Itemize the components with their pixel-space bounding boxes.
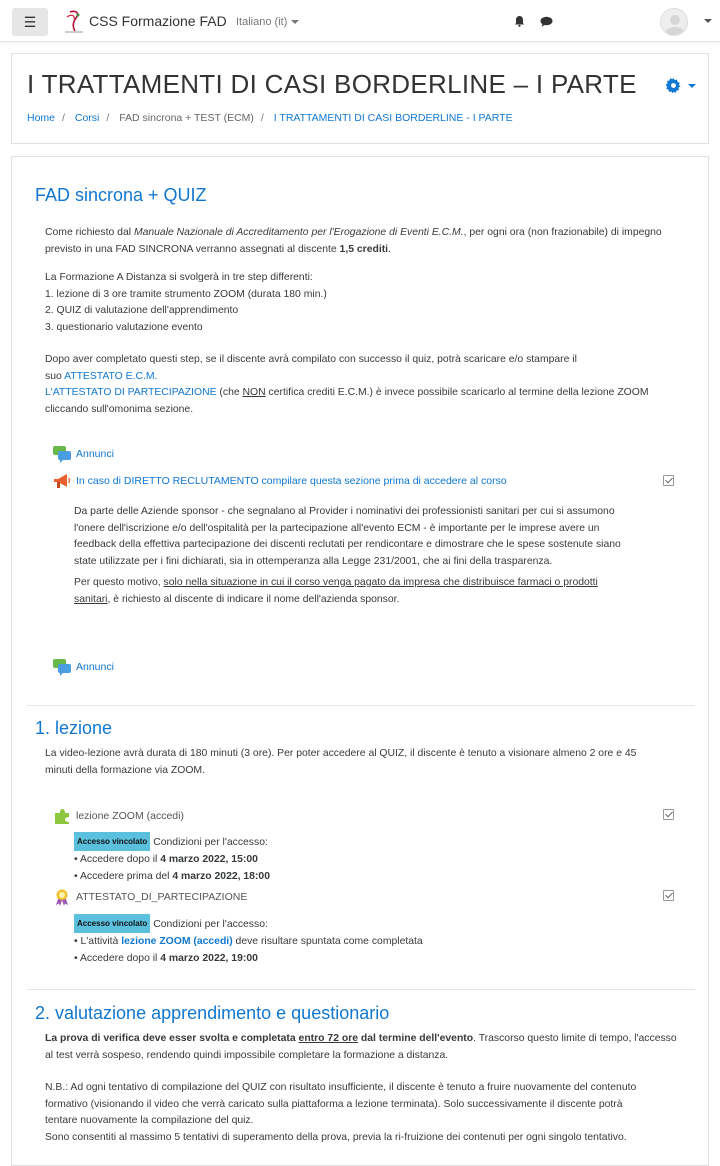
megaphone-icon	[52, 471, 72, 491]
text: suo	[45, 370, 65, 382]
chevron-down-icon	[291, 20, 299, 24]
text: Condizioni per l'accesso:	[153, 837, 268, 848]
section-divider	[27, 989, 695, 990]
chat-icon[interactable]	[540, 16, 553, 27]
text: previsto in una FAD SINCRONA verranno assegnati al discente	[45, 243, 340, 255]
user-avatar[interactable]	[660, 8, 688, 36]
bell-icon[interactable]	[514, 15, 525, 27]
breadcrumb	[27, 112, 513, 124]
user-menu-chevron-icon[interactable]	[704, 19, 712, 23]
section-title-fad[interactable]: FAD sincrona + QUIZ	[35, 185, 207, 205]
text: tentare nuovamente la compilazione del quiz.	[45, 1115, 254, 1126]
text: NON	[242, 387, 266, 398]
breadcrumb-separator: /	[62, 112, 65, 124]
certificate-icon	[52, 887, 72, 907]
page-header	[11, 53, 709, 144]
activity-link[interactable]: ATTESTATO_DI_PARTECIPAZIONE	[76, 891, 248, 903]
credits-value: 1,5 crediti	[339, 243, 389, 255]
text: certifica crediti E.C.M.) è invece possibile scaricarlo al termine della lezione ZOOM	[265, 387, 649, 398]
text: (che	[216, 387, 243, 398]
participation-certificate-link[interactable]: L'ATTESTATO DI PARTECIPAZIONE	[45, 387, 217, 398]
text: feedback della effettiva partecipazione dei discenti reclutati per rendicontare e dimostrare che le spese sostenute siano	[74, 539, 621, 550]
ecm-certificate-link[interactable]: ATTESTATO E.C.M.	[64, 370, 158, 382]
completion-checkbox-icon[interactable]	[663, 890, 674, 901]
text: minuti della formazione via ZOOM.	[45, 764, 205, 776]
text: Accedere prima del	[79, 871, 173, 882]
section-summary-valutazione	[45, 1031, 705, 1064]
text: Come richiesto dal	[45, 227, 134, 238]
activity-forum-annunci[interactable]	[52, 444, 114, 464]
completion-checkbox-icon[interactable]	[663, 475, 674, 486]
section-title-lezione[interactable]: 1. lezione	[35, 718, 113, 738]
text: deve risultare spuntata come completata	[232, 936, 423, 947]
activity-zoom[interactable]	[52, 806, 184, 826]
text: al test verrà sospeso, rendendo quindi impossibile completare la formazione a distanza.	[45, 1049, 449, 1061]
text: sanitari	[74, 593, 108, 605]
puzzle-icon	[52, 806, 72, 826]
activity-link[interactable]: Annunci	[76, 661, 114, 673]
step-item: 3. questionario valutazione evento	[45, 321, 203, 333]
hamburger-icon: ☰	[23, 13, 37, 30]
text: La prova di verifica deve esser svolta e completata	[45, 1033, 299, 1044]
restricted-badge: Accesso vincolato	[74, 832, 150, 851]
text: Condizioni per l'accesso:	[153, 919, 268, 930]
text: , per ogni ora (non frazionabile) di impegno	[463, 227, 662, 238]
breadcrumb-corsi[interactable]: Corsi	[74, 112, 100, 124]
zoom-restrictions: Accesso vincolato Condizioni per l'accesso: • Accedere dopo il 4 marzo 2022, 15:00 • Accedere prima del 4 marzo 2022, 18:00	[74, 832, 270, 885]
activity-link[interactable]: lezione ZOOM (accedi)	[76, 810, 184, 822]
zoom-activity-link[interactable]: lezione ZOOM (accedi)	[121, 936, 233, 947]
step-item: 2. QUIZ di valutazione dell'apprendimento	[45, 305, 239, 316]
text: Dopo aver completato questi step, se il discente avrà compilato con successo il quiz, potrà scaricare e/o stampare il	[45, 354, 577, 365]
text: solo nella situazione in cui il corso venga pagato da impresa che distribuisce farmaci o prodotti	[163, 577, 598, 588]
page-title: I TRATTAMENTI DI CASI BORDERLINE – I PARTE	[27, 69, 637, 99]
text: Da parte delle Aziende sponsor - che segnalano al Provider i nominativi dei professionisti sanitari per cui si assumono	[74, 506, 615, 517]
restricted-badge: Accesso vincolato	[74, 914, 150, 933]
date-value: 4 marzo 2022, 15:00	[160, 854, 258, 865]
text: dal termine dell'evento	[358, 1033, 474, 1044]
breadcrumb-current[interactable]: I TRATTAMENTI DI CASI BORDERLINE - I PARTE	[273, 112, 513, 124]
section-title-valutazione[interactable]: 2. valutazione apprendimento e questionario	[35, 1003, 390, 1023]
feedback-description	[74, 504, 694, 608]
settings-menu[interactable]	[666, 78, 696, 93]
section-summary-lezione	[45, 746, 695, 779]
steps-block	[45, 270, 695, 336]
activity-link[interactable]: In caso di DIRETTO RECLUTAMENTO compilare questa sezione prima di accedere al corso	[76, 475, 507, 487]
menu-toggle-button[interactable]	[12, 8, 48, 36]
user-icon	[661, 9, 688, 36]
text: Accedere dopo il	[79, 854, 161, 865]
section-divider	[27, 705, 695, 706]
completion-checkbox-icon[interactable]	[663, 809, 674, 820]
forum-icon	[52, 657, 72, 677]
top-navbar	[0, 0, 720, 42]
text: , è richiesto al discente di indicare il nome dell'azienda sponsor.	[107, 593, 400, 605]
text: L'attività	[80, 936, 122, 947]
text: . Trascorso questo limite di tempo, l'accesso	[473, 1033, 677, 1044]
date-value: 4 marzo 2022, 19:00	[160, 953, 258, 964]
forum-icon	[52, 444, 72, 464]
text: La video-lezione avrà durata di 180 minuti (3 ore). Per poter accedere al QUIZ, il discente è tenuto a visionare almeno 2 ore e 45	[45, 748, 637, 759]
site-name[interactable]: CSS Formazione FAD	[89, 13, 227, 29]
attestato-restrictions: Accesso vincolato Condizioni per l'accesso: • L'attività lezione ZOOM (accedi) deve risultare spuntata come completata • Accedere dopo il 4 marzo 2022, 19:00	[74, 914, 423, 967]
text: Sono consentiti al massimo 5 tentativi di superamento della prova, previa la ri-fruizione dei contenuti per ogni singolo tentativo.	[45, 1131, 627, 1143]
breadcrumb-separator: /	[260, 112, 264, 124]
quiz-notes	[45, 1080, 705, 1146]
text: l'onere dell'iscrizione e/o dell'ospitalità per la partecipazione all'evento ECM - è importante per le imprese avere un	[74, 522, 600, 534]
steps-intro: La Formazione A Distanza si svolgerà in tre step differenti:	[45, 272, 313, 283]
breadcrumb-category[interactable]: FAD sincrona + TEST (ECM)	[119, 112, 254, 124]
certificate-info	[45, 352, 695, 418]
activity-forum-annunci-2[interactable]	[52, 657, 114, 677]
text: entro 72 ore	[298, 1033, 359, 1044]
activity-feedback[interactable]	[52, 471, 507, 491]
site-logo[interactable]	[62, 9, 86, 35]
chevron-down-icon	[688, 84, 696, 88]
section-summary-intro	[45, 225, 695, 258]
language-selector[interactable]	[236, 16, 299, 28]
breadcrumb-home[interactable]: Home	[27, 112, 56, 124]
text: Per questo motivo,	[74, 577, 164, 588]
manual-name: Manuale Nazionale di Accreditamento per l'Erogazione di Eventi E.C.M.	[133, 227, 464, 238]
step-item: 1. lezione di 3 ore tramite strumento ZOOM (durata 180 min.)	[45, 288, 327, 300]
date-value: 4 marzo 2022, 18:00	[172, 871, 270, 882]
activity-attestato[interactable]	[52, 887, 247, 907]
breadcrumb-separator: /	[106, 112, 110, 124]
text: cliccando sull'omonima sezione.	[45, 403, 194, 415]
activity-link[interactable]: Annunci	[76, 448, 114, 460]
text: Accedere dopo il	[79, 953, 161, 964]
gear-icon	[666, 78, 681, 93]
text: .	[388, 243, 391, 255]
text: formativo (visionando il video che verrà caricato sulla piattaforma a lezione terminata). Solo successivamente il discente potrà	[45, 1098, 623, 1110]
text: state utilizzate per i fini dichiarati, sia in ottemperanza alla Legge 231/2001, che ai fini della trasparenza.	[74, 555, 553, 567]
language-label: Italiano (it)	[236, 16, 288, 28]
text: N.B.: Ad ogni tentativo di compilazione del QUIZ con risultato insufficiente, il discente è tenuto a fruire nuovamente del contenuto	[45, 1082, 637, 1093]
